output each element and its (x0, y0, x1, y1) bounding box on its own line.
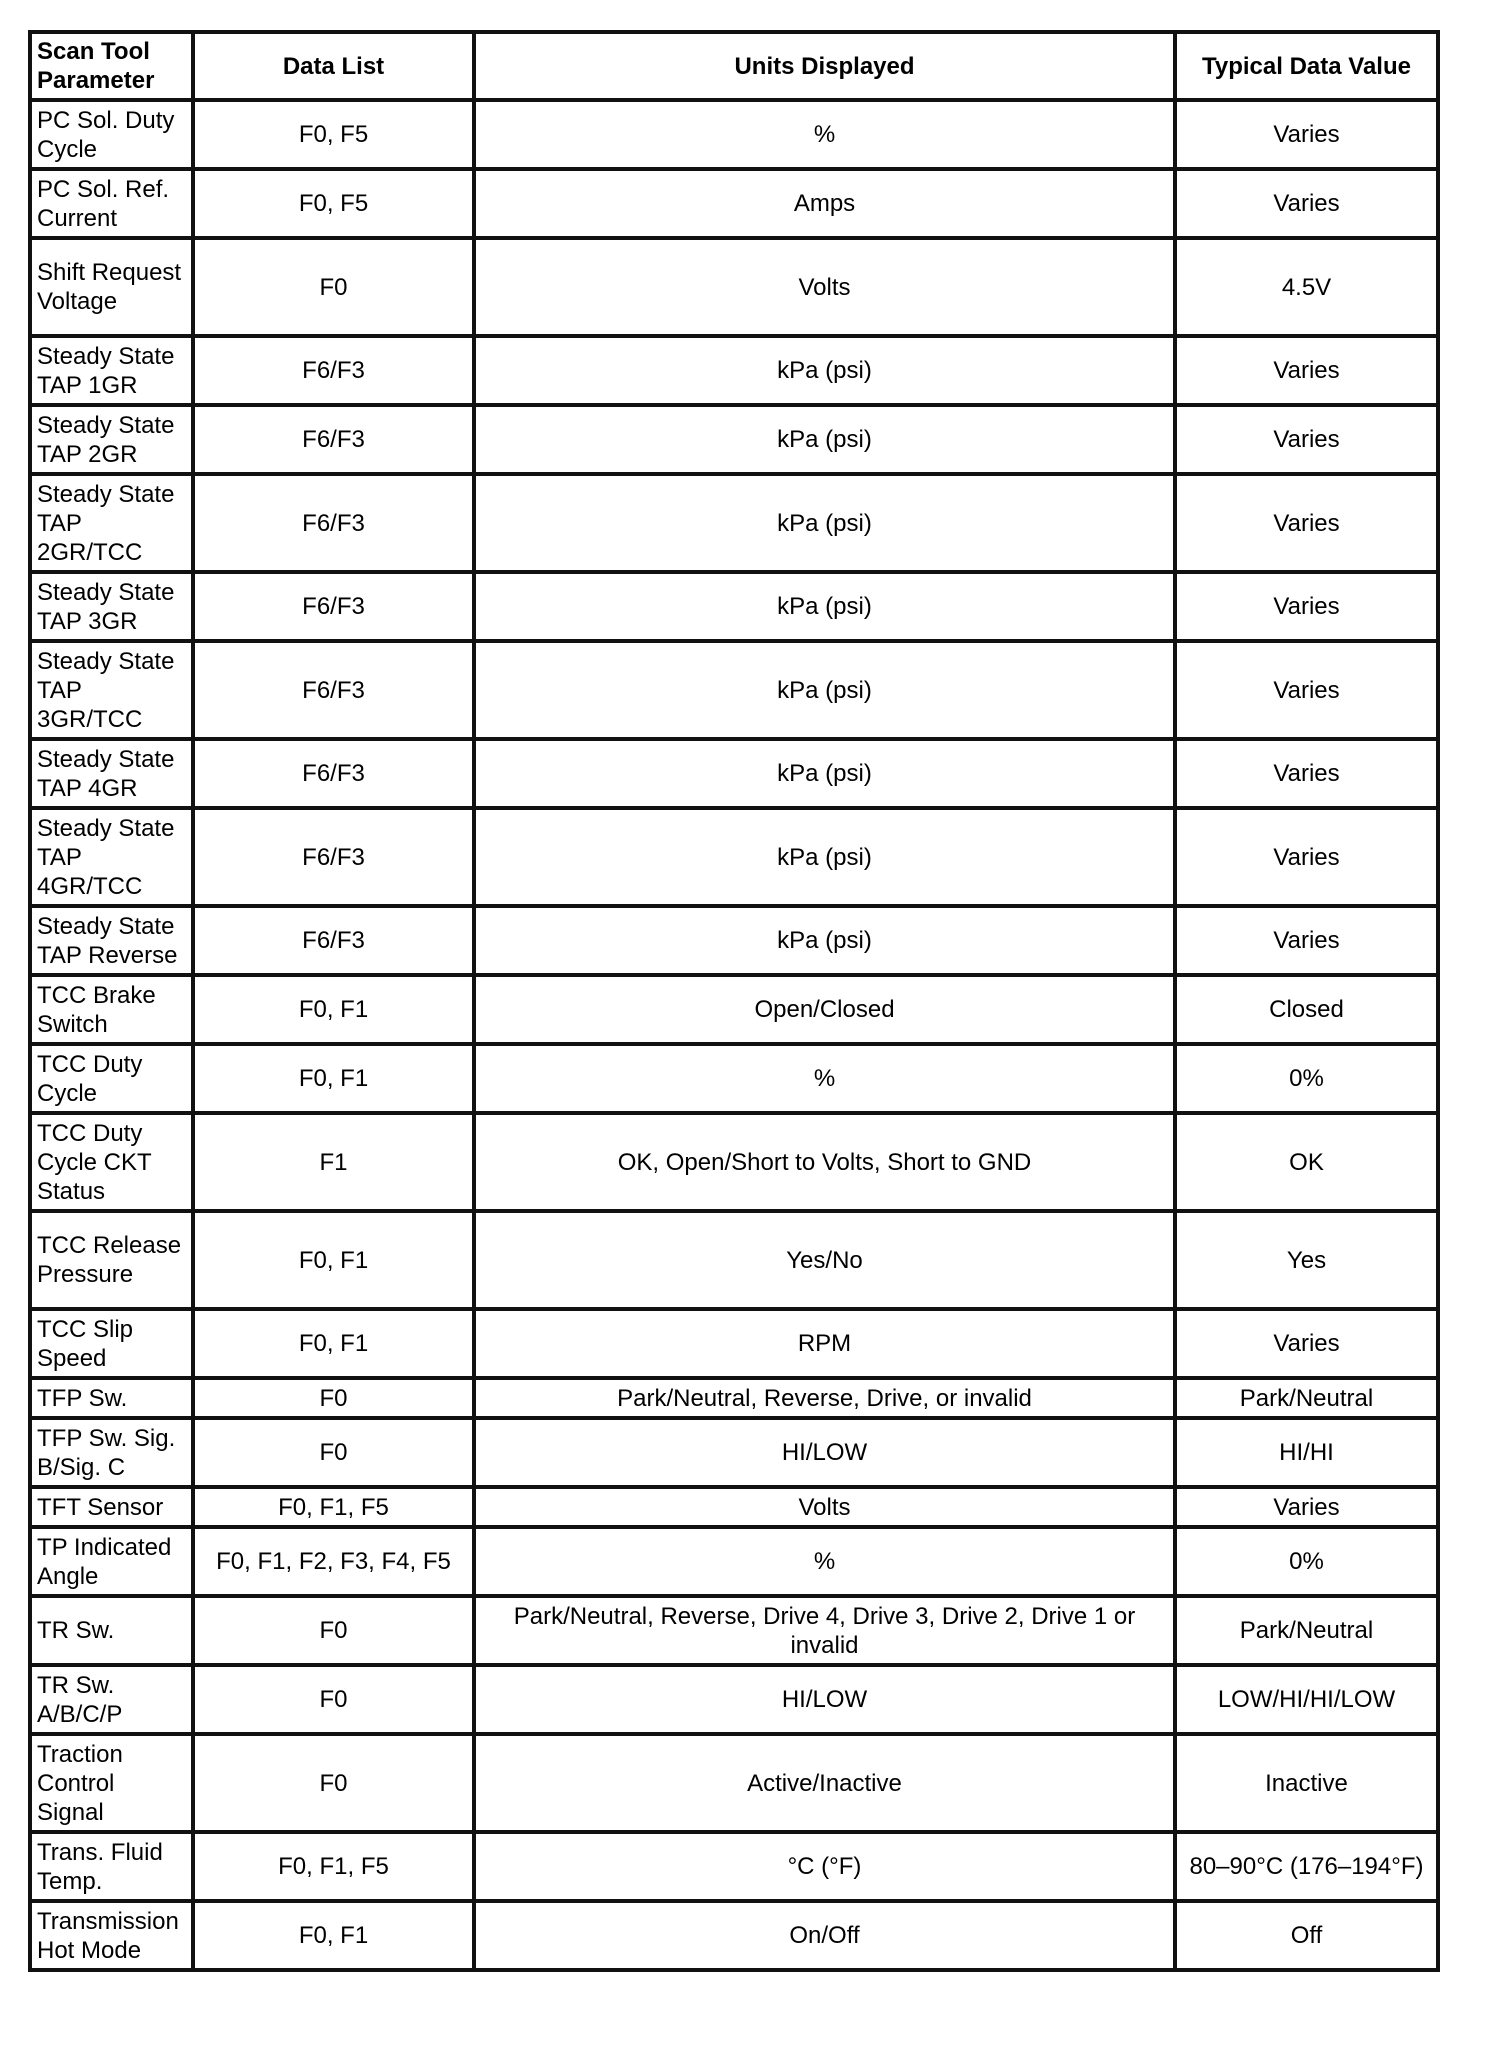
cell-typical-data-value: 4.5V (1175, 238, 1438, 336)
cell-typical-data-value: Varies (1175, 336, 1438, 405)
cell-units-displayed: kPa (psi) (474, 906, 1175, 975)
table-row (30, 572, 1438, 641)
cell-parameter: PC Sol. Ref. Current (30, 169, 193, 238)
cell-units-displayed: kPa (psi) (474, 405, 1175, 474)
cell-data-list: F6/F3 (193, 405, 474, 474)
table-row (30, 1044, 1438, 1113)
table-row (30, 100, 1438, 169)
cell-parameter: Steady State TAP 3GR/TCC (30, 641, 193, 739)
cell-data-list: F0, F1, F2, F3, F4, F5 (193, 1527, 474, 1596)
cell-units-displayed: kPa (psi) (474, 739, 1175, 808)
cell-data-list: F0, F1 (193, 1309, 474, 1378)
table-row (30, 1901, 1438, 1970)
cell-data-list: F6/F3 (193, 906, 474, 975)
cell-typical-data-value: Varies (1175, 405, 1438, 474)
table-row (30, 739, 1438, 808)
cell-data-list: F6/F3 (193, 739, 474, 808)
cell-data-list: F0, F5 (193, 169, 474, 238)
cell-parameter: Steady State TAP 2GR/TCC (30, 474, 193, 572)
cell-units-displayed: kPa (psi) (474, 572, 1175, 641)
cell-units-displayed: Volts (474, 1487, 1175, 1527)
header-row (30, 32, 1438, 100)
table-row (30, 1734, 1438, 1832)
table-row (30, 1527, 1438, 1596)
table-row (30, 336, 1438, 405)
table-row (30, 1832, 1438, 1901)
cell-typical-data-value: Varies (1175, 474, 1438, 572)
table-row (30, 1487, 1438, 1527)
table-row (30, 1665, 1438, 1734)
cell-data-list: F6/F3 (193, 572, 474, 641)
cell-typical-data-value: Varies (1175, 641, 1438, 739)
table-row (30, 238, 1438, 336)
cell-parameter: TFP Sw. Sig. B/Sig. C (30, 1418, 193, 1487)
header-typical-data-value: Typical Data Value (1175, 32, 1438, 100)
table-row (30, 405, 1438, 474)
cell-typical-data-value: Park/Neutral (1175, 1378, 1438, 1418)
cell-typical-data-value: 0% (1175, 1044, 1438, 1113)
cell-data-list: F0, F5 (193, 100, 474, 169)
cell-data-list: F0, F1, F5 (193, 1832, 474, 1901)
cell-units-displayed: % (474, 1044, 1175, 1113)
cell-typical-data-value: Off (1175, 1901, 1438, 1970)
scan-tool-data-table (28, 30, 1440, 1972)
cell-units-displayed: kPa (psi) (474, 641, 1175, 739)
cell-parameter: Transmission Hot Mode (30, 1901, 193, 1970)
cell-parameter: Steady State TAP 1GR (30, 336, 193, 405)
cell-typical-data-value: LOW/HI/HI/LOW (1175, 1665, 1438, 1734)
cell-parameter: Shift Request Voltage (30, 238, 193, 336)
table-row (30, 1418, 1438, 1487)
cell-typical-data-value: Varies (1175, 739, 1438, 808)
cell-units-displayed: RPM (474, 1309, 1175, 1378)
cell-parameter: TFT Sensor (30, 1487, 193, 1527)
cell-parameter: Steady State TAP 4GR (30, 739, 193, 808)
header-parameter: Scan Tool Parameter (30, 32, 193, 100)
table-row (30, 1309, 1438, 1378)
table-row (30, 474, 1438, 572)
cell-units-displayed: OK, Open/Short to Volts, Short to GND (474, 1113, 1175, 1211)
cell-data-list: F0, F1 (193, 975, 474, 1044)
cell-parameter: TCC Duty Cycle (30, 1044, 193, 1113)
cell-typical-data-value: Closed (1175, 975, 1438, 1044)
header-units-displayed: Units Displayed (474, 32, 1175, 100)
cell-data-list: F0 (193, 1378, 474, 1418)
cell-typical-data-value: HI/HI (1175, 1418, 1438, 1487)
table-row (30, 641, 1438, 739)
cell-parameter: TCC Duty Cycle CKT Status (30, 1113, 193, 1211)
table-row (30, 1596, 1438, 1665)
cell-typical-data-value: Varies (1175, 100, 1438, 169)
cell-typical-data-value: Varies (1175, 572, 1438, 641)
cell-units-displayed: Yes/No (474, 1211, 1175, 1309)
cell-typical-data-value: Varies (1175, 906, 1438, 975)
cell-parameter: Steady State TAP Reverse (30, 906, 193, 975)
cell-units-displayed: Open/Closed (474, 975, 1175, 1044)
cell-parameter: TCC Release Pressure (30, 1211, 193, 1309)
cell-typical-data-value: OK (1175, 1113, 1438, 1211)
cell-units-displayed: °C (°F) (474, 1832, 1175, 1901)
cell-units-displayed: kPa (psi) (474, 336, 1175, 405)
cell-parameter: TFP Sw. (30, 1378, 193, 1418)
cell-parameter: TR Sw. A/B/C/P (30, 1665, 193, 1734)
cell-units-displayed: Volts (474, 238, 1175, 336)
table-row (30, 169, 1438, 238)
cell-units-displayed: Park/Neutral, Reverse, Drive 4, Drive 3, Drive 2, Drive 1 or invalid (474, 1596, 1175, 1665)
cell-typical-data-value: Varies (1175, 808, 1438, 906)
cell-units-displayed: On/Off (474, 1901, 1175, 1970)
cell-units-displayed: % (474, 1527, 1175, 1596)
cell-units-displayed: HI/LOW (474, 1665, 1175, 1734)
table-row (30, 1113, 1438, 1211)
table-row (30, 1211, 1438, 1309)
cell-data-list: F1 (193, 1113, 474, 1211)
cell-typical-data-value: Varies (1175, 1487, 1438, 1527)
scan-tool-table-container (28, 30, 1436, 1972)
cell-parameter: TCC Slip Speed (30, 1309, 193, 1378)
cell-parameter: Trans. Fluid Temp. (30, 1832, 193, 1901)
table-row (30, 1378, 1438, 1418)
cell-data-list: F0 (193, 1596, 474, 1665)
cell-units-displayed: Park/Neutral, Reverse, Drive, or invalid (474, 1378, 1175, 1418)
table-row (30, 808, 1438, 906)
cell-parameter: Traction Control Signal (30, 1734, 193, 1832)
cell-parameter: Steady State TAP 3GR (30, 572, 193, 641)
cell-data-list: F0, F1, F5 (193, 1487, 474, 1527)
cell-typical-data-value: Yes (1175, 1211, 1438, 1309)
cell-typical-data-value: Park/Neutral (1175, 1596, 1438, 1665)
cell-data-list: F0 (193, 238, 474, 336)
cell-typical-data-value: 80–90°C (176–194°F) (1175, 1832, 1438, 1901)
header-data-list: Data List (193, 32, 474, 100)
cell-units-displayed: kPa (psi) (474, 474, 1175, 572)
cell-data-list: F0, F1 (193, 1211, 474, 1309)
cell-data-list: F6/F3 (193, 641, 474, 739)
cell-data-list: F6/F3 (193, 474, 474, 572)
cell-parameter: Steady State TAP 2GR (30, 405, 193, 474)
cell-data-list: F0, F1 (193, 1044, 474, 1113)
cell-units-displayed: Active/Inactive (474, 1734, 1175, 1832)
cell-parameter: TR Sw. (30, 1596, 193, 1665)
cell-parameter: TCC Brake Switch (30, 975, 193, 1044)
cell-units-displayed: kPa (psi) (474, 808, 1175, 906)
cell-data-list: F6/F3 (193, 808, 474, 906)
cell-units-displayed: Amps (474, 169, 1175, 238)
cell-typical-data-value: 0% (1175, 1527, 1438, 1596)
cell-typical-data-value: Varies (1175, 1309, 1438, 1378)
cell-data-list: F0 (193, 1418, 474, 1487)
cell-typical-data-value: Varies (1175, 169, 1438, 238)
cell-parameter: PC Sol. Duty Cycle (30, 100, 193, 169)
cell-parameter: Steady State TAP 4GR/TCC (30, 808, 193, 906)
cell-data-list: F0 (193, 1734, 474, 1832)
cell-typical-data-value: Inactive (1175, 1734, 1438, 1832)
table-row (30, 975, 1438, 1044)
cell-units-displayed: % (474, 100, 1175, 169)
cell-data-list: F0 (193, 1665, 474, 1734)
table-row (30, 906, 1438, 975)
cell-data-list: F0, F1 (193, 1901, 474, 1970)
cell-parameter: TP Indicated Angle (30, 1527, 193, 1596)
cell-units-displayed: HI/LOW (474, 1418, 1175, 1487)
cell-data-list: F6/F3 (193, 336, 474, 405)
